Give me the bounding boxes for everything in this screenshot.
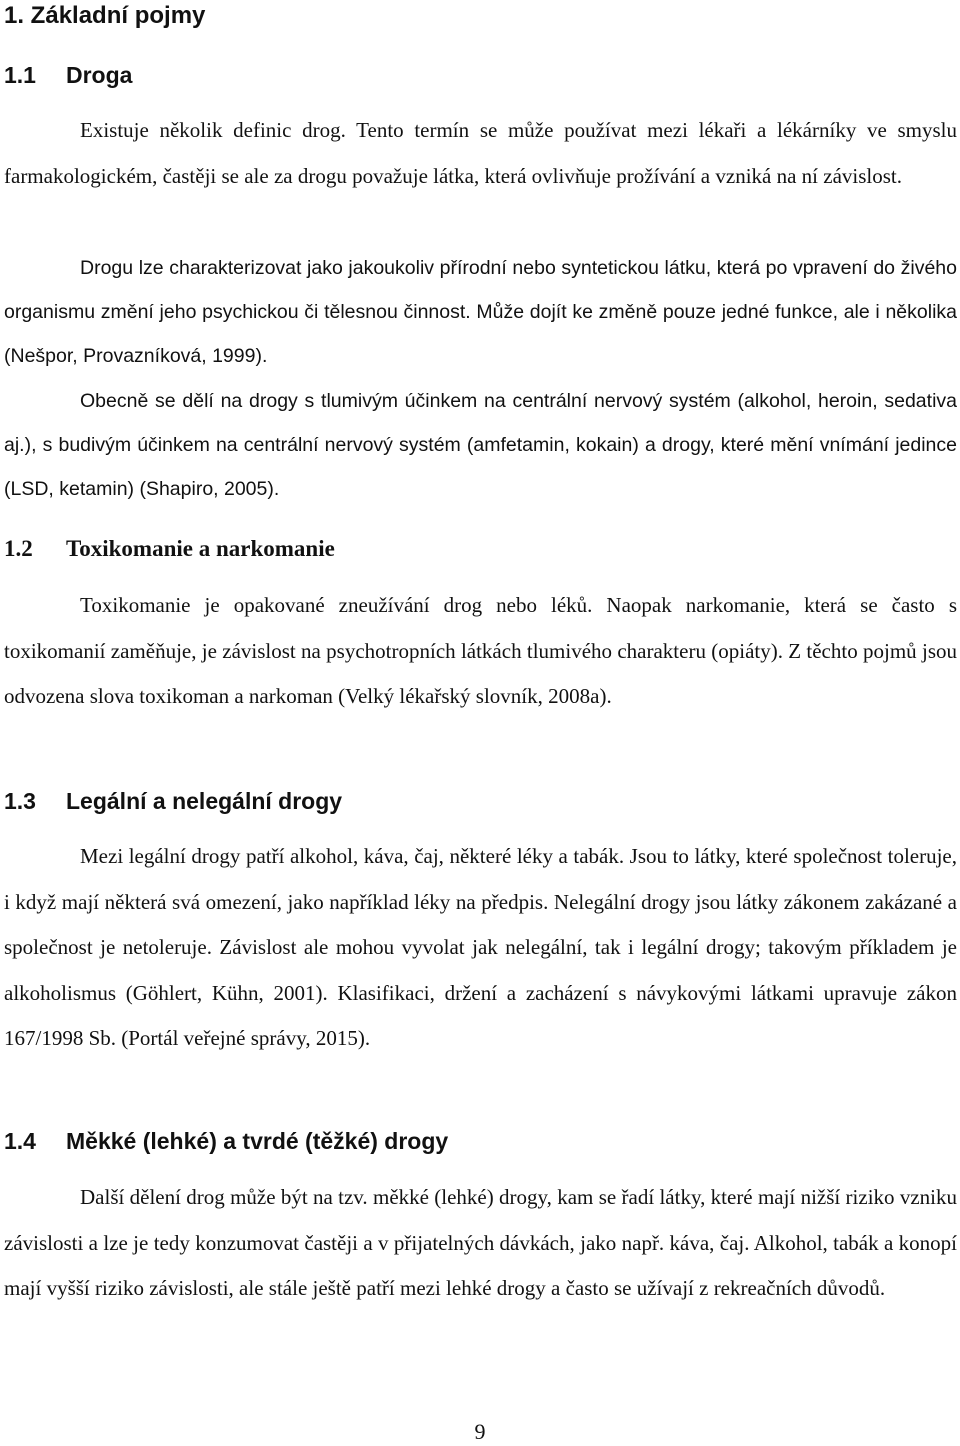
chapter-heading: 1. Základní pojmy: [4, 2, 206, 29]
section-title: Droga: [66, 62, 133, 88]
section-title: Toxikomanie a narkomanie: [66, 536, 335, 561]
section-heading-legalni-drogy: [4, 786, 342, 816]
section-title: Legální a nelegální drogy: [66, 788, 343, 814]
page-number: 9: [474, 1419, 486, 1444]
paragraph-toxikomanie: Toxikomanie je opakované zneužívání drog nebo léků. Naopak narkomanie, která se často s toxikomanií zaměňuje, je závislost na psychotropních látkách tlumivého charakteru (opiáty). Z těchto pojmů jsou odvozena slova toxikoman a narkoman (Velký lékařský slovník, 2008a).: [4, 593, 957, 708]
paragraph-definice-drog: Existuje několik definic drog. Tento termín se může používat mezi lékaři a lékárníky ve smyslu farmakologickém, častěji se ale za drogu považuje látka, která ovlivňuje prožívání a vzniká na ní závislost.: [4, 118, 957, 188]
section-number: 1.2: [4, 536, 33, 561]
paragraph-charakteristika-drogy: Drogu lze charakterizovat jako jakoukoliv přírodní nebo syntetickou látku, která po vpravení do živého organismu změní jeho psychickou či tělesnou činnost. Může dojít ke změně pouze jedné funkce, ale i několika (Nešpor, Provazníková, 1999).: [4, 257, 957, 367]
paragraph-deleni-drog: Obecně se dělí na drogy s tlumivým účinkem na centrální nervový systém (alkohol, heroin, sedativa aj.), s budivým účinkem na centrální nervový systém (amfetamin, kokain) a drogy, které mění vnímání jedince (LSD, ketamin) (Shapiro, 2005).: [4, 390, 957, 500]
section-title: Měkké (lehké) a tvrdé (těžké) drogy: [66, 1128, 449, 1154]
paragraph-legalni-drogy: Mezi legální drogy patří alkohol, káva, čaj, některé léky a tabák. Jsou to látky, které společnost toleruje, i když mají některá svá omezení, jako například léky na předpis. Nelegální drogy jsou látky zákonem zakázané a společnost je netoleruje. Závislost ale mohou vyvolat jak nelegální, tak i legální drogy; takovým příkladem je alkoholismus (Göhlert, Kühn, 2001). Klasifikaci, držení a zacházení s návykovými látkami upravuje zákon 167/1998 Sb. (Portál veřejné správy, 2015).: [4, 844, 957, 1050]
section-heading-toxikomanie: [4, 534, 335, 564]
section-number: 1.1: [4, 62, 36, 88]
section-number: 1.3: [4, 788, 36, 814]
section-heading-droga: [4, 60, 132, 90]
section-heading-mekke-tvrde-drogy: [4, 1126, 448, 1156]
paragraph-mekke-drogy: Další dělení drog může být na tzv. měkké (lehké) drogy, kam se řadí látky, které mají nižší riziko vzniku závislosti a lze je tedy konzumovat častěji a v přijatelných dávkách, jako např. káva, čaj. Alkohol, tabák a konopí mají vyšší riziko závislosti, ale stále ještě patří mezi lehké drogy a často se užívají z rekreačních důvodů.: [4, 1185, 957, 1300]
section-number: 1.4: [4, 1128, 36, 1154]
